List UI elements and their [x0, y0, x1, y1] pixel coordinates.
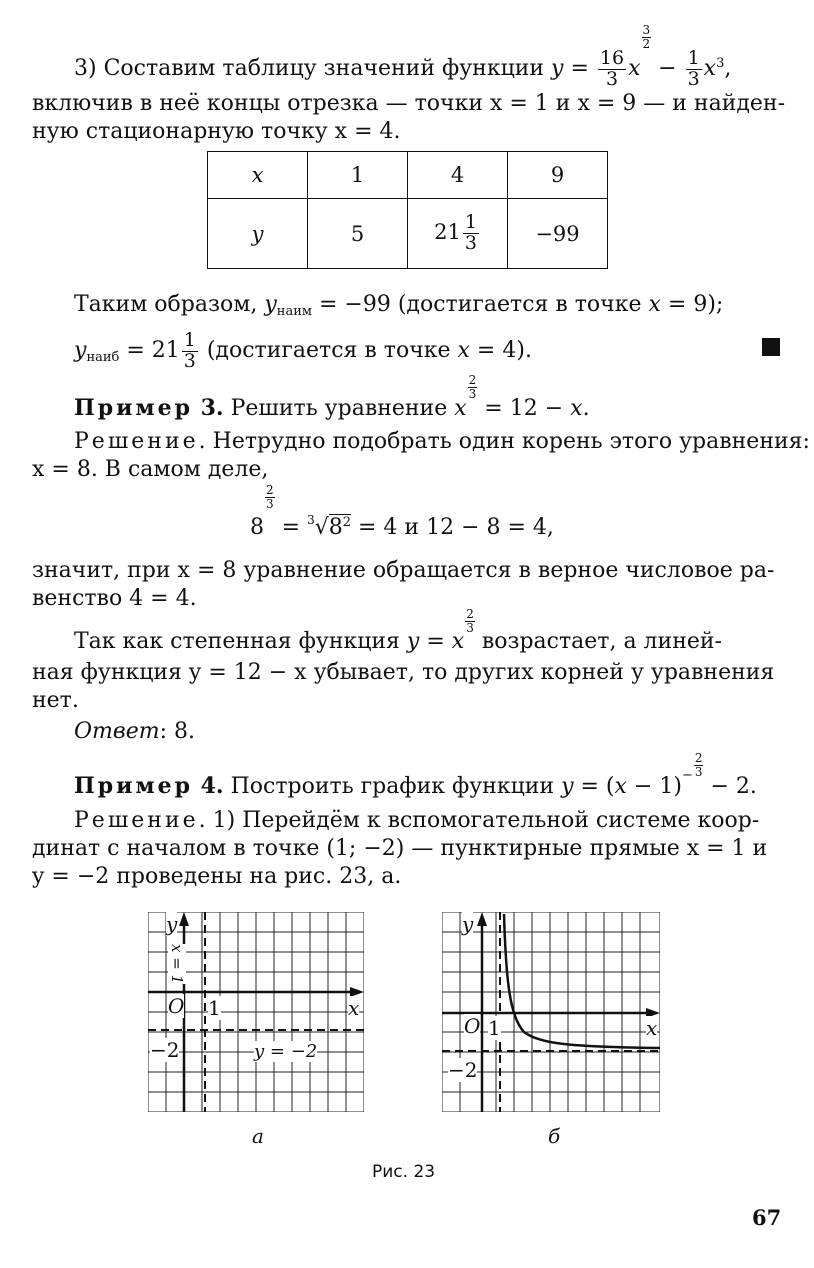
fig-b-sublabel: б — [548, 1124, 561, 1148]
fraction-1-3 — [686, 46, 702, 90]
frac-num: 1 — [687, 46, 700, 69]
comma: , — [724, 56, 732, 81]
fraction-16-3 — [598, 46, 626, 90]
answer-value: : 8. — [159, 719, 195, 744]
example3-line7: ная функция y = 12 − x убывает, то других корней у уравнения — [32, 660, 775, 685]
var-x: x — [451, 629, 465, 654]
fig-b-minus-two: −2 — [448, 1058, 478, 1082]
para3-line2: включив в неё концы отрезка — точки x = 1 и x = 9 — и найден- — [32, 91, 786, 116]
text: = 21 — [119, 338, 180, 363]
frac-den: 3 — [605, 67, 619, 90]
fig-a-sublabel: а — [252, 1124, 264, 1148]
frac-num: 16 — [599, 46, 625, 69]
eq-sign: = — [563, 56, 596, 81]
text: Таким образом, — [74, 292, 265, 317]
example-number: 4. — [192, 773, 224, 799]
table-row — [208, 152, 608, 199]
table-cell: 5 — [308, 199, 408, 269]
para3-line3: ную стационарную точку x = 4. — [32, 119, 401, 144]
text: Так как степенная функция — [74, 629, 407, 654]
exp-den: 3 — [466, 620, 474, 635]
eq-sign: = — [274, 515, 308, 540]
var-x: x — [628, 56, 641, 81]
table-cell: 4 — [408, 152, 508, 199]
var-x: x — [454, 396, 467, 421]
exp-den: 3 — [694, 764, 703, 779]
frac-num: 1 — [464, 211, 477, 234]
example3-formula — [250, 483, 554, 540]
text: Построить график функции — [223, 774, 562, 799]
text: возрастает, а линей- — [474, 629, 722, 654]
text: = ( — [573, 774, 615, 799]
fig-a-x-label: x — [348, 996, 360, 1020]
table-cell: 9 — [508, 152, 608, 199]
example3-title — [74, 373, 590, 426]
frac-den: 3 — [183, 349, 196, 372]
exp-num: 2 — [694, 751, 703, 765]
exponent-2-3 — [694, 752, 704, 778]
minus-sign: − — [651, 56, 684, 81]
figure-caption: Рис. 23 — [372, 1162, 436, 1182]
y-axis-arrow — [477, 912, 487, 926]
exp-den: 3 — [468, 386, 477, 401]
example4-solution — [74, 810, 759, 832]
function-curve — [504, 914, 660, 1048]
table-cell: 1 — [308, 152, 408, 199]
values-table — [207, 151, 608, 269]
example3-line4: значит, при x = 8 уравнение обращается в верное числовое ра- — [32, 558, 775, 583]
var-x: x — [648, 292, 661, 317]
table-cell: −99 — [508, 199, 608, 269]
figure-b-graph — [442, 912, 660, 1112]
fig-a-y-label: y — [166, 912, 178, 936]
fig-a-one: 1 — [208, 996, 221, 1020]
base-8: 8 — [250, 515, 264, 540]
para3-line1 — [74, 23, 732, 90]
text: Решить уравнение — [223, 396, 455, 421]
exponent-2-3 — [468, 374, 478, 400]
radicand — [329, 514, 351, 540]
example-label: Пример — [74, 395, 193, 421]
conclusion-line2 — [74, 328, 532, 374]
fig-a-minus-two: −2 — [150, 1038, 180, 1062]
fraction-1-3 — [182, 328, 198, 372]
answer-label: Ответ — [74, 719, 160, 744]
root-index: 3 — [307, 513, 315, 527]
mixed-fraction — [463, 213, 479, 254]
example3-line8: нет. — [32, 688, 79, 713]
example3-line5: венство 4 = 4. — [32, 586, 197, 611]
var-x: x — [703, 56, 717, 81]
text: = 4). — [469, 338, 532, 363]
exp-num: 3 — [642, 23, 651, 37]
solution-label: Решение — [74, 429, 199, 454]
power-3: 3 — [716, 56, 725, 71]
page-number: 67 — [752, 1205, 782, 1230]
para3-text: 3) Составим таблицу значений функции — [74, 56, 552, 81]
example-number: 3. — [192, 395, 224, 421]
text: . Нетрудно подобрать один корень этого уравнения: — [198, 429, 810, 454]
table-header-y: y — [208, 199, 308, 269]
exp-num: 2 — [266, 483, 274, 497]
mixed-whole: 21 — [434, 220, 461, 244]
exp-minus: − — [681, 768, 693, 783]
text: . 1) Перейдём к вспомогательной системе коор- — [198, 808, 760, 833]
var-y: y — [551, 56, 564, 81]
radicand-power: 2 — [342, 515, 352, 530]
example3-answer — [74, 721, 195, 743]
exp-num: 2 — [468, 373, 477, 387]
subscript-max: наиб — [86, 350, 120, 365]
text: = −99 (достигается в точке — [311, 292, 649, 317]
var-y: y — [74, 338, 87, 363]
text: = 12 − — [477, 396, 571, 421]
example4-line2: динат с началом в точке (1; −2) — пунктирные прямые x = 1 и — [32, 836, 768, 861]
table-header-x: x — [208, 152, 308, 199]
var-y: y — [264, 292, 277, 317]
text: . — [582, 396, 590, 421]
solution-label: Решение — [74, 808, 199, 833]
exponent-2-3 — [465, 608, 475, 634]
example-label: Пример — [74, 773, 193, 799]
exp-den: 3 — [266, 496, 274, 511]
end-of-proof-square — [762, 338, 780, 356]
exponent-3-2 — [642, 24, 652, 50]
conclusion-line1 — [74, 294, 723, 318]
fig-b-one: 1 — [488, 1016, 501, 1040]
example4-title — [74, 751, 757, 804]
radical-sign: √ — [314, 515, 329, 540]
text: = 4 и 12 − 8 = 4, — [351, 515, 554, 540]
var-y: y — [406, 629, 420, 654]
eq-sign: = — [419, 629, 452, 654]
y-axis-arrow — [179, 912, 189, 926]
radicand-base: 8 — [328, 515, 343, 540]
example4-line3: y = −2 проведены на рис. 23, а. — [32, 864, 402, 889]
fig-a-hline-label: y = −2 — [254, 1041, 318, 1062]
table-row — [208, 199, 608, 269]
exponent-2-3 — [265, 484, 275, 510]
fig-b-origin: O — [464, 1014, 481, 1038]
fig-a-vline-label: x = 1 — [168, 944, 186, 985]
fig-b-y-label: y — [462, 912, 474, 936]
example3-solution — [74, 431, 810, 453]
fig-b-x-label: x — [646, 1016, 658, 1040]
exp-den: 2 — [642, 36, 651, 51]
text: (достигается в точке — [199, 338, 458, 363]
var-x: x — [457, 338, 470, 363]
frac-den: 3 — [687, 67, 700, 90]
text: = 9); — [660, 292, 724, 317]
table-cell-mixed — [408, 199, 508, 269]
frac-den: 3 — [464, 232, 477, 254]
frac-num: 1 — [183, 328, 196, 351]
var-x: x — [570, 396, 583, 421]
subscript-min: наим — [276, 304, 312, 319]
text: − 2. — [703, 774, 757, 799]
exp-num: 2 — [466, 607, 474, 621]
var-y: y — [561, 774, 574, 799]
example3-line2: x = 8. В самом деле, — [32, 457, 269, 482]
example3-line6 — [74, 607, 722, 660]
fig-a-origin: O — [168, 994, 185, 1018]
text: − 1) — [626, 774, 682, 799]
var-x: x — [614, 774, 627, 799]
